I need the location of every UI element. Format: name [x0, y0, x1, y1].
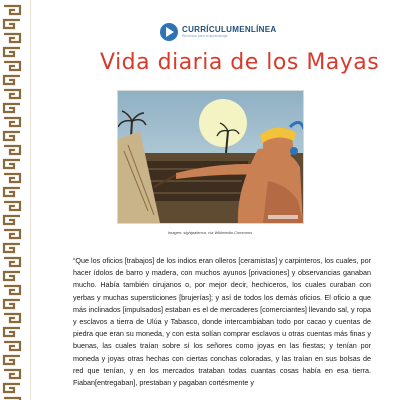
border-motif [4, 230, 20, 252]
painting-image [118, 91, 303, 223]
logo-tagline: Recursos para el aprendizaje [182, 33, 228, 38]
border-motif [4, 370, 20, 392]
border-motif [4, 62, 20, 84]
page-title: Vida diaria de los Mayas [100, 50, 380, 75]
border-motif [4, 6, 20, 28]
border-motif [4, 174, 20, 196]
image-caption: Imagen: sightpalenca, vía Wikimedia Commons [167, 230, 253, 235]
decorative-border [0, 0, 31, 400]
play-logo-icon [160, 23, 178, 41]
border-motif [4, 258, 20, 280]
border-motif [4, 34, 20, 56]
border-motif [4, 314, 20, 336]
border-motif [4, 146, 20, 168]
maya-painter-illustration [117, 90, 304, 224]
border-motif [4, 202, 20, 224]
logo-name: CURRÍCULUMENLÍNEA [182, 24, 277, 34]
maya-pattern-border [0, 0, 30, 400]
border-motif [4, 118, 20, 140]
site-logo[interactable] [160, 21, 276, 43]
quote-paragraph: “Que los oficios [trabajos] de los indios eran olleros [ceramistas] y carpinteros, los cuales, por hacer ídolos de barro y madera, con muchos ayunos [privaciones] y observancias ganaban mucho. Había también cirujanos o, por mejor decir, hechiceros, los cuales curaban con yerbas y muchas supersticiones [brujerías]; y así de todos los demás oficios. El oficio a que más inclinados [impulsados] estaban es el de mercaderes [comerciantes] llevando sal, y ropa y esclavos a tierra de Ulúa y Tabasco, donde intercambiaban todo por cacao y cuentas de piedra que eran su moneda, y con esta solían comprar esclavos u otras cuentas más finas y buenas, las cuales traían sobre sí los señores como joyas en las fiestas; y tenían por moneda y joyas otras hechas con ciertas conchas coloradas, y las traían en sus bolsas de red que tenían, y en los mercados trataban todas cuantas cosas había en esa tierra. Fiaban[entregaban], prestaban y pagaban cortésmente y [73, 256, 371, 388]
border-motif [4, 90, 20, 112]
border-motif [4, 342, 20, 364]
border-motif [4, 286, 20, 308]
